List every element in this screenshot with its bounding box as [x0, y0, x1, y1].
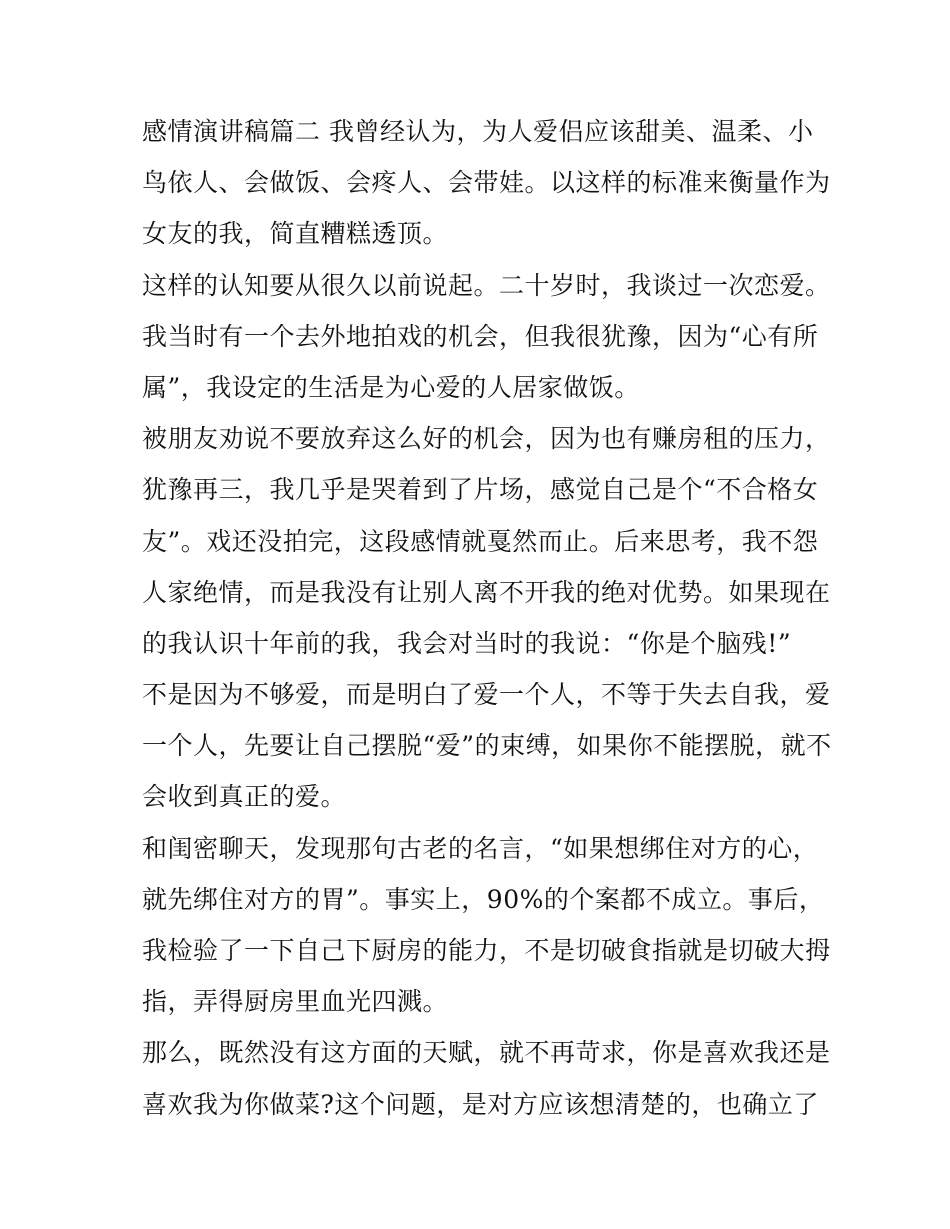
text-line: 喜欢我为你做菜?这个问题，是对方应该想清楚的，也确立了: [142, 1089, 819, 1119]
text-line: 属”，我设定的生活是为心爱的人居家做饭。: [142, 372, 640, 402]
text-line: 的我认识十年前的我，我会对当时的我说：“你是个脑残!”: [142, 628, 792, 658]
text-line: 感情演讲稿篇二 我曾经认为，为人爱侣应该甜美、温柔、小: [142, 117, 814, 146]
text-line: 人家绝情，而是我没有让别人离不开我的绝对优势。如果现在: [142, 577, 831, 607]
text-line: 一个人，先要让自己摆脱“爱”的束缚，如果你不能摆脱，就不: [142, 731, 832, 761]
text-line: 我当时有一个去外地拍戏的机会，但我很犹豫，因为“心有所: [142, 321, 819, 351]
text-line: 女友的我，简直糟糕透顶。: [142, 219, 449, 249]
text-line: 那么，既然没有这方面的天赋，就不再苛求，你是喜欢我还是: [142, 1038, 831, 1068]
text-line: 这样的认知要从很久以前说起。二十岁时，我谈过一次恋爱。: [142, 270, 831, 300]
text-line: 我检验了一下自己下厨房的能力，不是切破食指就是切破大拇: [142, 936, 831, 965]
text-line: 被朋友劝说不要放弃这么好的机会，因为也有赚房租的压力，: [142, 424, 831, 454]
text-line: 和闺密聊天，发现那句古老的名言，“如果想绑住对方的心，: [142, 833, 819, 863]
text-line: 鸟依人、会做饭、会疼人、会带娃。以这样的标准来衡量作为: [142, 168, 831, 198]
document-body: [142, 106, 832, 1130]
text-line: 就先绑住对方的胃”。事实上，90%的个案都不成立。事后，: [142, 884, 825, 914]
text-line: 指，弄得厨房里血光四溅。: [142, 987, 449, 1017]
text-line: 犹豫再三，我几乎是哭着到了片场，感觉自己是个“不合格女: [142, 475, 819, 505]
text-line: 不是因为不够爱，而是明白了爱一个人，不等于失去自我，爱: [142, 680, 831, 710]
text-line: 会收到真正的爱。: [142, 782, 347, 812]
text-line: 友”。戏还没拍完，这段感情就戛然而止。后来思考，我不怨: [142, 526, 819, 556]
